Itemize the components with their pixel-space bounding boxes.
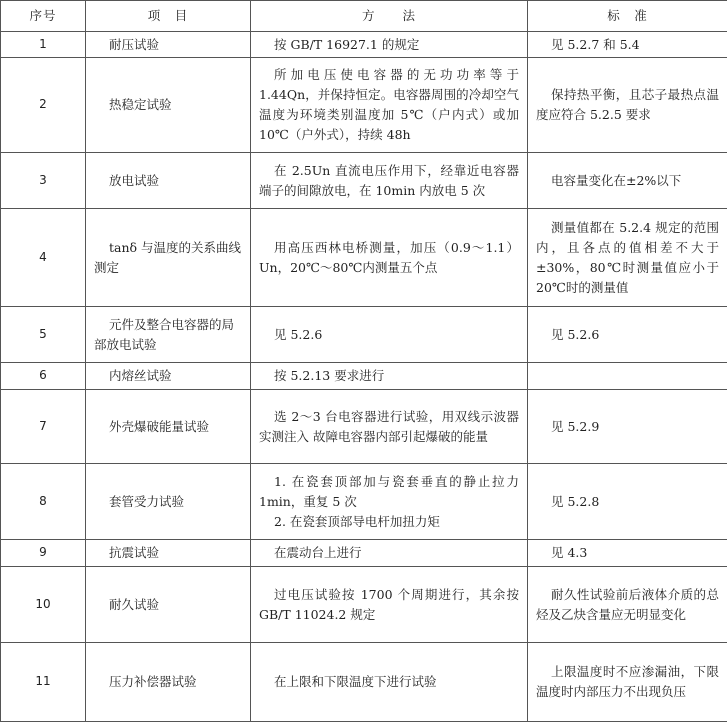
row-standard xyxy=(528,153,727,209)
header-method: 方 法 xyxy=(251,1,528,32)
row-item: 元件及整合电容器的局部放电试验 xyxy=(86,307,251,363)
table-row xyxy=(1,307,727,363)
row-standard xyxy=(528,567,727,643)
method-line: 2. 在瓷套顶部导电杆加扭力矩 xyxy=(274,513,440,529)
row-item: 抗震试验 xyxy=(86,540,251,567)
row-item: tanδ 与温度的关系曲线测定 xyxy=(86,209,251,307)
method-line: 用高压西林电桥测量，加压（0.9～1.1）Un，20℃～80℃内测量五个点 xyxy=(259,239,519,275)
row-method xyxy=(251,643,528,722)
row-method xyxy=(251,464,528,540)
row-standard xyxy=(528,307,727,363)
table-row xyxy=(1,567,727,643)
standard-text: 见 4.3 xyxy=(551,545,588,560)
table-row xyxy=(1,540,727,567)
standard-text: 见 5.2.9 xyxy=(551,418,600,434)
standard-text: 测量值都在 5.2.4 规定的范围内，且各点的值相差不大于±30%，80℃时测量值应小于 20℃时的测量值 xyxy=(536,219,719,295)
row-item: 压力补偿器试验 xyxy=(86,643,251,722)
header-no: 序号 xyxy=(1,1,86,32)
row-number: 2 xyxy=(1,58,86,153)
table-row xyxy=(1,643,727,722)
row-method xyxy=(251,307,528,363)
table-row xyxy=(1,153,727,209)
table-row xyxy=(1,464,727,540)
standard-text: 耐久性试验前后液体介质的总烃及乙炔含量应无明显变化 xyxy=(536,586,719,622)
row-method xyxy=(251,540,528,567)
row-method xyxy=(251,390,528,464)
method-line: 在震动台上进行 xyxy=(274,545,362,560)
table-row xyxy=(1,209,727,307)
row-standard xyxy=(528,390,727,464)
table-row xyxy=(1,390,727,464)
row-standard xyxy=(528,32,727,58)
row-standard xyxy=(528,209,727,307)
method-line: 见 5.2.6 xyxy=(274,326,323,342)
table-row xyxy=(1,363,727,390)
row-item: 热稳定试验 xyxy=(86,58,251,153)
row-number: 3 xyxy=(1,153,86,209)
row-item: 内熔丝试验 xyxy=(86,363,251,390)
method-line: 选 2～3 台电容器进行试验，用双线示波器实测注入 故障电容器内部引起爆破的能量 xyxy=(259,408,519,444)
method-line: 在上限和下限温度下进行试验 xyxy=(274,674,437,689)
row-number: 6 xyxy=(1,363,86,390)
standard-text: 见 5.2.7 和 5.4 xyxy=(551,36,640,52)
row-number: 1 xyxy=(1,32,86,58)
table-row xyxy=(1,32,727,58)
method-line: 所加电压使电容器的无功功率等于1.44Qn，并保持恒定。电容器周围的冷却空气温度为环境类别温度加 5℃（户内式）或加 10℃（户外式），持续 48h xyxy=(259,67,519,142)
method-line: 过电压试验按 1700 个周期进行，其余按 GB/T 11024.2 规定 xyxy=(259,586,519,622)
row-number: 9 xyxy=(1,540,86,567)
table-row xyxy=(1,58,727,153)
row-standard xyxy=(528,643,727,722)
header-row xyxy=(1,1,727,32)
standard-text: 上限温度时不应渗漏油，下限温度时内部压力不出现负压 xyxy=(536,664,719,699)
standard-text: 见 5.2.6 xyxy=(551,326,600,342)
standard-text: 保持热平衡，且芯子最热点温度应符合 5.2.5 要求 xyxy=(536,87,719,122)
row-standard xyxy=(528,58,727,153)
row-method xyxy=(251,32,528,58)
row-item: 耐久试验 xyxy=(86,567,251,643)
row-number: 7 xyxy=(1,390,86,464)
standard-text: 见 5.2.8 xyxy=(551,493,600,509)
method-line: 1. 在瓷套顶部加与瓷套垂直的静止拉力 1min，重复 5 次 xyxy=(259,473,519,509)
method-line: 按 5.2.13 要求进行 xyxy=(274,368,385,383)
row-number: 4 xyxy=(1,209,86,307)
row-item: 耐压试验 xyxy=(86,32,251,58)
row-method xyxy=(251,58,528,153)
row-item: 套管受力试验 xyxy=(86,464,251,540)
row-item: 外壳爆破能量试验 xyxy=(86,390,251,464)
row-method xyxy=(251,209,528,307)
row-standard xyxy=(528,464,727,540)
row-number: 11 xyxy=(1,643,86,722)
standard-text: 电容量变化在±2%以下 xyxy=(551,172,682,188)
row-standard xyxy=(528,363,727,390)
row-standard xyxy=(528,540,727,567)
row-number: 8 xyxy=(1,464,86,540)
row-method xyxy=(251,567,528,643)
header-item: 项 目 xyxy=(86,1,251,32)
header-standard: 标 准 xyxy=(528,1,727,32)
method-line: 按 GB/T 16927.1 的规定 xyxy=(274,36,420,52)
row-number: 5 xyxy=(1,307,86,363)
row-number: 10 xyxy=(1,567,86,643)
row-item: 放电试验 xyxy=(86,153,251,209)
method-line: 在 2.5Un 直流电压作用下，经靠近电容器端子的间隙放电，在 10min 内放电 5 次 xyxy=(259,162,519,198)
row-method xyxy=(251,363,528,390)
row-method xyxy=(251,153,528,209)
